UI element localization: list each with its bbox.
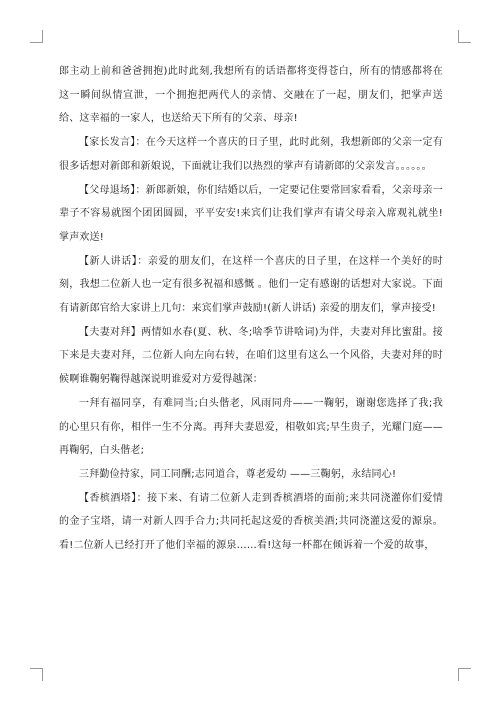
paragraph-newlywed-speech: 【新人讲话】：亲爱的朋友们，在这样一个喜庆的日子里，在这样一个美好的时刻，我想二位新人也一定有很多祝福和感慨 。他们一定有感谢的话想对大家说。下面有请新郎官给大家讲上几句：来宾们掌声鼓励!(新人讲话) 亲爱的朋友们，掌声接受! [59,255,443,315]
paragraph-parent-speech: 【家长发言】：在今天这样一个喜庆的日子里，此时此刻，我想新郎的父亲一定有很多话想对新郎和新娘说，下面就让我们以热烈的掌声有请新郎的父亲发言。。。。。。 [59,137,443,172]
crop-mark-bottom-left [30,668,43,681]
crop-mark-top-right [458,30,471,43]
paragraph-first-second-bow: 一拜有福同享，有难同当;白头偕老，风雨同舟——一鞠躬，谢谢您选择了我;我的心里只有你，相伴一生不分离。再拜夫妻恩爱，相敬如宾;早生贵子，光耀门庭——再鞠躬，白头偕老; [59,397,443,457]
paragraph-couple-bow: 【夫妻对拜】两情如水春(夏、秋、冬;啥季节讲啥词)为伴，夫妻对拜比蜜甜。接下来是夫妻对拜，二位新人向左向右转，在咱们这里有这么一个风俗，夫妻对拜的时候啊谁鞠躬鞠得越深说明谁爱对方爱得越深： [59,326,443,386]
crop-mark-top-left [30,30,43,43]
paragraph-champagne-tower: 【香槟酒塔】：接下来、有请二位新人走到香槟酒塔的面前;来共同浇灌你们爱情的金子宝塔，请一对新人四手合力;共同托起这爱的香槟美酒;共同浇灌这爱的源泉。看!二位新人已经打开了他们幸福的源泉……看!这每一杯都在倾诉着一个爱的故事， [59,492,443,552]
crop-mark-bottom-right [458,668,471,681]
paragraph-third-bow: 三拜勤俭持家，同工同酬;志同道合，尊老爱幼 ——三鞠躬，永结同心! [79,468,397,480]
document-body [59,60,443,558]
paragraph-continuation: 郎主动上前和爸爸拥抱)此时此刻,我想所有的话语都将变得苍白，所有的情感都将在这一瞬间纵情宣泄，一个拥抱把两代人的亲情、交融在了一起，朋友们，把掌声送给、这幸福的一家人，也送给天下所有的父亲、母亲! [59,66,443,125]
paragraph-parents-exit: 【父母退场】：新郎新娘，你们结婚以后，一定要记住要常回家看看，父亲母亲一辈子不容易就图个团团圆圆，平平安安!来宾们让我们掌声有请父母亲入席观礼就坐!掌声欢送! [59,184,443,243]
